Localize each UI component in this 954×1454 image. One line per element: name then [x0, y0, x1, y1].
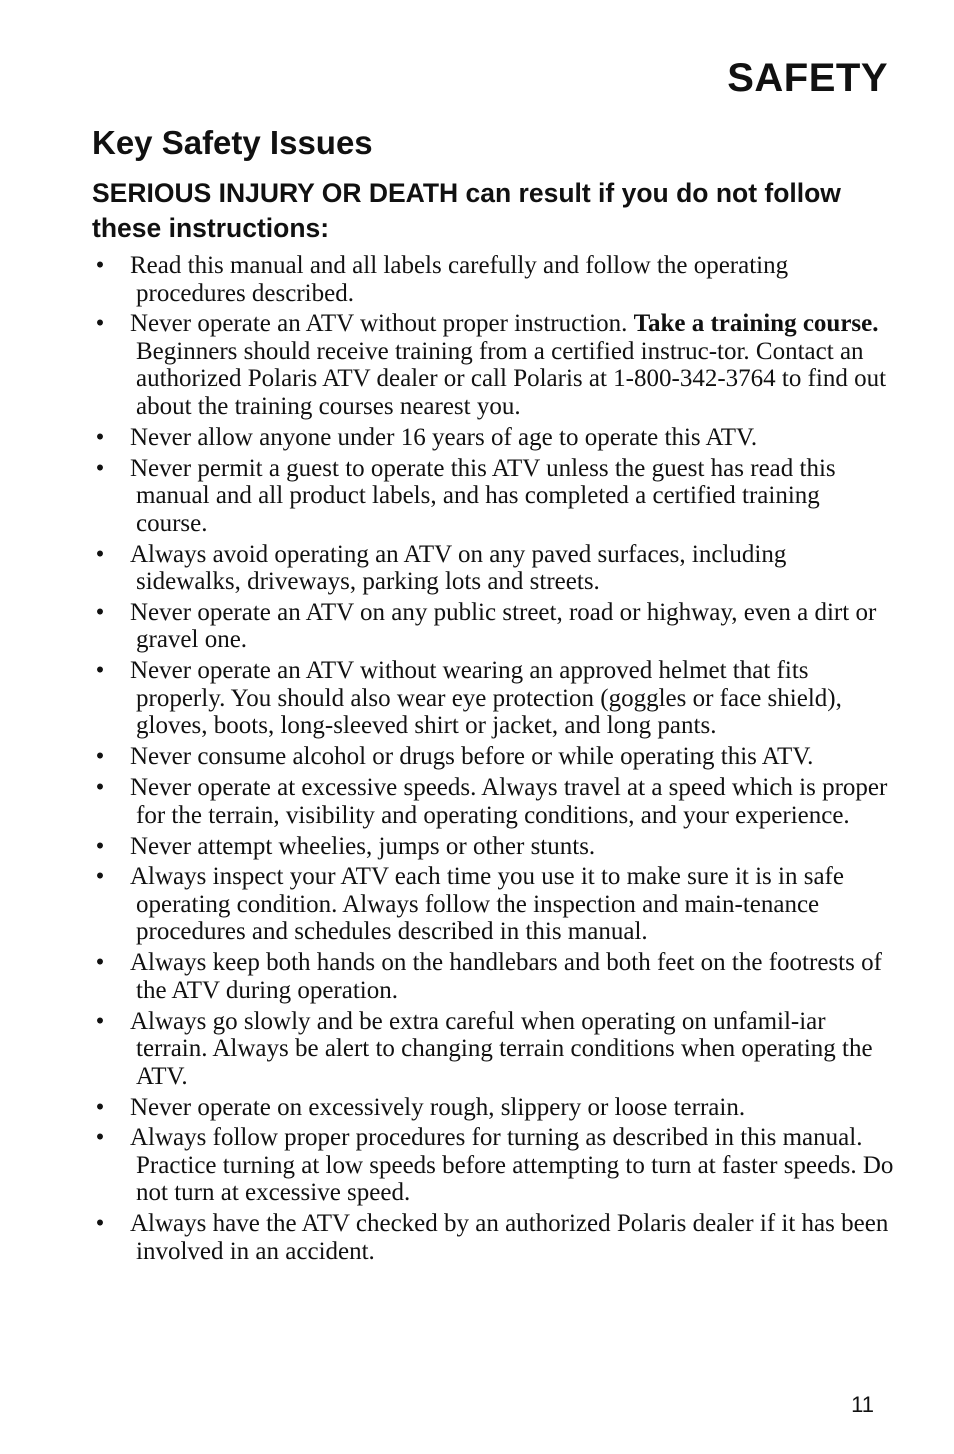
bullet-icon: •: [95, 598, 105, 626]
bullet-icon: •: [95, 832, 105, 860]
bullet-icon: •: [95, 1124, 105, 1152]
list-item: [90, 1094, 896, 1122]
bullet-icon: •: [95, 252, 105, 279]
list-item-text: Always keep both hands on the handlebars and both feet on the footrests of the ATV during operation.: [130, 949, 882, 1004]
list-item: [90, 949, 896, 1004]
bullet-icon: •: [95, 949, 105, 977]
list-item: [90, 1008, 896, 1091]
list-item-text: Never operate at excessive speeds. Always travel at a speed which is proper for the terrain, visibility and operating conditions, and your experience.: [130, 774, 888, 829]
list-item: [90, 310, 896, 420]
list-item-text: Read this manual and all labels carefully and follow the operating procedures described.: [130, 252, 789, 307]
list-item-text-part: Beginners should receive training from a certified instruc-tor. Contact an authorized Polaris ATV dealer or call Polaris at 1-800-342-3764 to find out about the training courses nearest you.: [136, 337, 887, 420]
bullet-icon: •: [95, 1210, 105, 1238]
list-item-text: Always have the ATV checked by an authorized Polaris dealer if it has been involved in an accident.: [130, 1210, 889, 1265]
bullet-icon: •: [95, 540, 105, 568]
list-item: [90, 863, 896, 946]
bullet-icon: •: [95, 454, 105, 482]
bullet-icon: •: [95, 310, 105, 338]
warning-heading: SERIOUS INJURY OR DEATH can result if you do not follow these instructions:: [92, 178, 841, 243]
page-number: 11: [851, 1392, 874, 1417]
list-item: [90, 657, 896, 740]
list-item-text: Always follow proper procedures for turning as described in this manual. Practice turning at low speeds before attempting to turn at faster speeds. Do not turn at excessive speed.: [130, 1124, 894, 1207]
list-item: [90, 1210, 896, 1265]
bullet-icon: •: [95, 774, 105, 802]
section-header: SAFETY: [727, 56, 888, 100]
list-item-text: Never allow anyone under 16 years of age to operate this ATV.: [130, 423, 758, 451]
list-item-text: Never permit a guest to operate this ATV unless the guest has read this manual and all product labels, and has completed a certified training course.: [130, 454, 836, 537]
list-item: [90, 1124, 896, 1207]
list-item: [90, 743, 896, 771]
list-item-text: Always inspect your ATV each time you use it to make sure it is in safe operating condition. Always follow the inspection and main-tenance procedures and schedules described in this manual.: [130, 863, 844, 946]
list-item-text: Never operate on excessively rough, slippery or loose terrain.: [130, 1093, 746, 1121]
list-item: [90, 252, 896, 307]
bullet-icon: •: [95, 863, 105, 891]
list-item-text: Never operate an ATV without wearing an approved helmet that fits properly. You should also wear eye protection (goggles or face shield), gloves, boots, long-sleeved shirt or jacket, and long pants.: [130, 657, 842, 740]
list-item-text: Always go slowly and be extra careful when operating on unfamil-iar terrain. Always be alert to changing terrain conditions when operating the ATV.: [130, 1007, 873, 1090]
list-item-text: Never consume alcohol or drugs before or while operating this ATV.: [130, 743, 814, 771]
bullet-icon: •: [95, 423, 105, 451]
list-item-text: Never operate an ATV on any public street, road or highway, even a dirt or gravel one.: [130, 598, 877, 654]
list-item: [90, 774, 896, 829]
list-item: [90, 599, 896, 654]
list-item-text-part: Never operate an ATV without proper instruction.: [130, 310, 634, 338]
training-emphasis: Take a training course.: [633, 310, 879, 338]
list-item: [90, 833, 896, 861]
bullet-icon: •: [95, 657, 105, 685]
bullet-icon: •: [95, 1093, 105, 1121]
list-item: [90, 455, 896, 538]
safety-list: [90, 252, 896, 1269]
list-item-text: [130, 310, 896, 420]
list-item-text: Never attempt wheelies, jumps or other stunts.: [130, 832, 596, 860]
list-item: [90, 541, 896, 596]
list-item-text: Always avoid operating an ATV on any paved surfaces, including sidewalks, driveways, parking lots and streets.: [130, 540, 787, 596]
page-title: Key Safety Issues: [92, 124, 373, 161]
list-item: [90, 424, 896, 452]
bullet-icon: •: [95, 743, 105, 771]
bullet-icon: •: [95, 1007, 105, 1035]
